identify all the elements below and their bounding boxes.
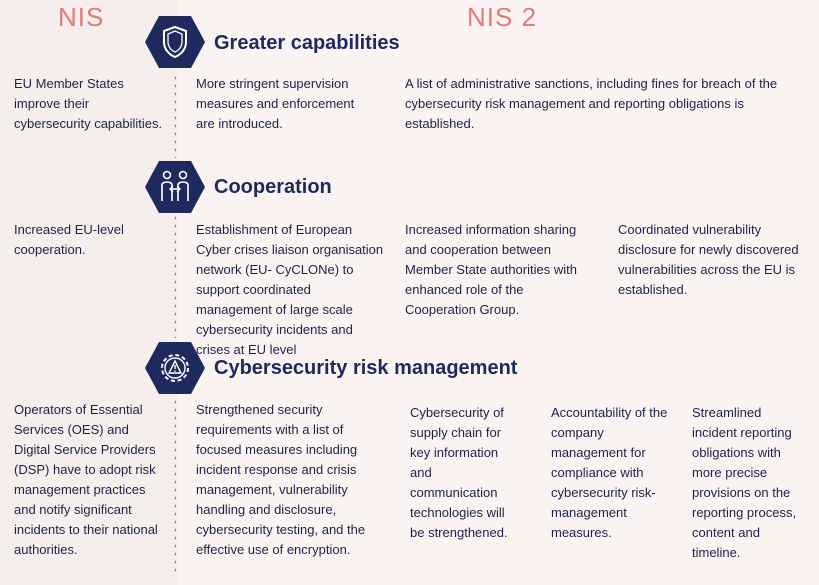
- nis-header: NIS: [58, 2, 105, 32]
- separator-dots: [174, 214, 176, 338]
- nis2-text: Strengthened security requirements with a list of focused measures including incident response and crisis management, vulnerability handling and disclosure, cybersecurity testing, and the effective use of encryption.: [196, 402, 366, 557]
- cooperation-people-icon: [143, 159, 207, 215]
- separator-dots: [174, 398, 176, 576]
- shield-icon: [143, 14, 207, 70]
- nis2-text: Establishment of European Cyber crises liaison organisation network (EU- CyCLONe) to support coordinated management of large scale cybersecurity incidents and crises at EU level: [196, 222, 384, 357]
- nis2-text: Coordinated vulnerability disclosure for newly discovered vulnerabilities across the EU is established.: [618, 222, 799, 297]
- nis2-text: Streamlined incident reporting obligations with more precise provisions on the reporting process, content and timeline.: [692, 405, 797, 560]
- nis-text: EU Member States improve their cybersecurity capabilities.: [14, 76, 163, 131]
- nis2-text: A list of administrative sanctions, including fines for breach of the cybersecurity risk management and reporting obligations is established.: [405, 76, 778, 131]
- section-title-greater-capabilities: Greater capabilities: [214, 32, 400, 54]
- nis2-text: Accountability of the company management for compliance with cybersecurity risk-management measures.: [551, 405, 668, 540]
- nis2-text: Increased information sharing and cooperation between Member State authorities with enhanced role of the Cooperation Group.: [405, 222, 577, 317]
- section-title-cooperation: Cooperation: [214, 176, 332, 198]
- nis-text: Increased EU-level cooperation.: [14, 222, 124, 257]
- nis2-header: NIS 2: [467, 2, 538, 32]
- section-title-risk-management: Cybersecurity risk management: [214, 357, 518, 379]
- nis2-text: Cybersecurity of supply chain for key information and communication technologies will be strengthened.: [410, 405, 508, 540]
- separator-dots: [174, 74, 176, 158]
- nis-text: Operators of Essential Services (OES) and Digital Service Providers (DSP) have to adopt risk management practices and notify significant incidents to their national authorities.: [14, 402, 158, 557]
- nis2-text: More stringent supervision measures and enforcement are introduced.: [196, 76, 355, 131]
- gear-warning-icon: [143, 340, 207, 396]
